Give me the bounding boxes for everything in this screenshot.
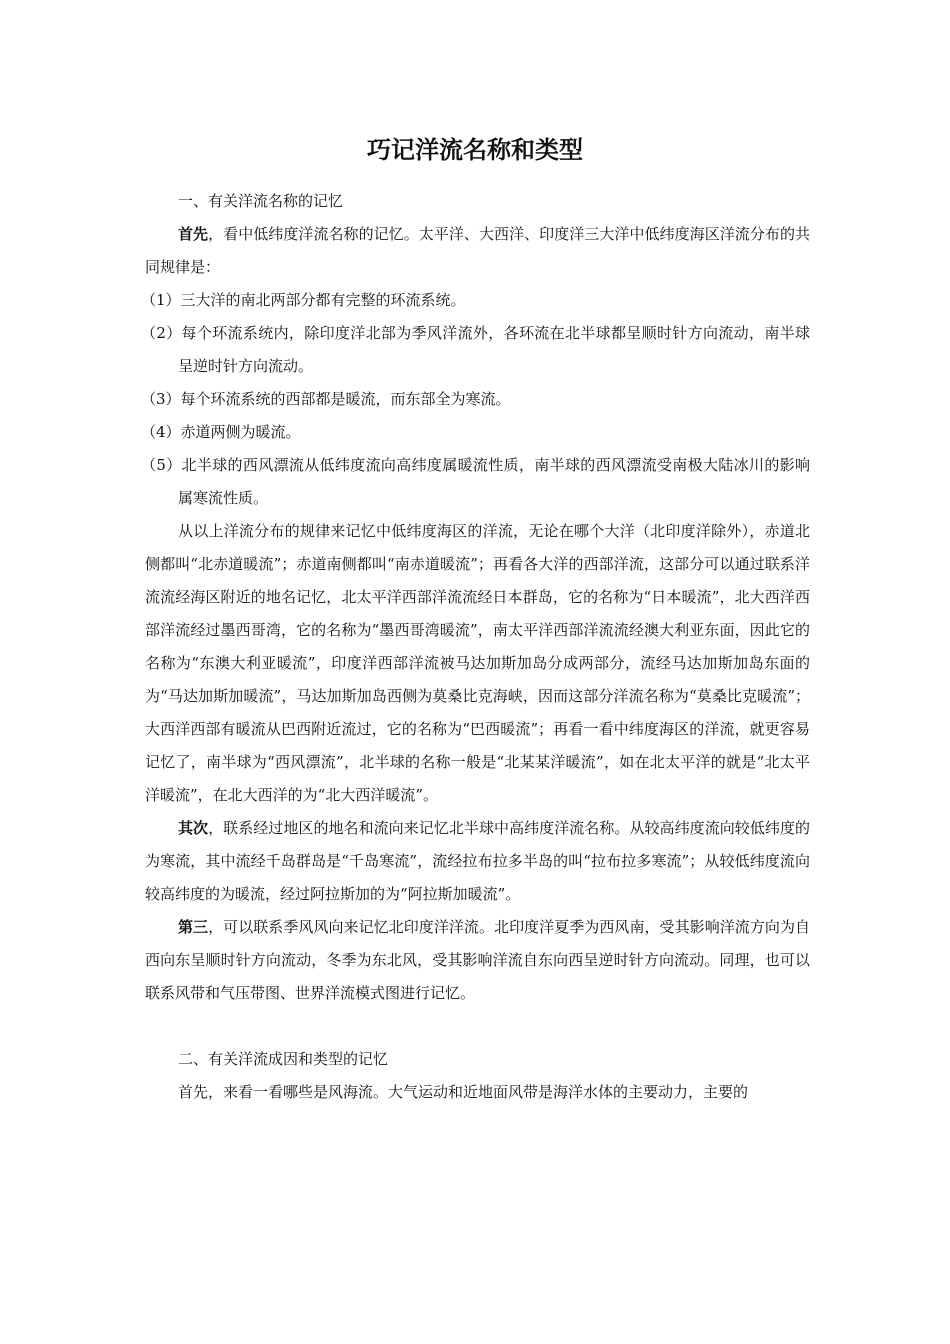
rule-item-3: （3）每个环流系统的西部都是暖流，而东部全为寒流。	[141, 390, 511, 408]
document-body	[141, 185, 810, 1109]
paragraph-lead: 其次	[178, 819, 209, 837]
paragraph-text: ，看中低纬度洋流名称的记忆。太平洋、大西洋、印度洋三大洋中低纬度海区洋流分布的共同规律是：	[145, 225, 810, 276]
rule-item-4: （4）赤道两侧为暖流。	[141, 423, 301, 441]
rule-item-1: （1）三大洋的南北两部分都有完整的环流系统。	[141, 291, 466, 309]
paragraph-text: ，可以联系季风风向来记忆北印度洋洋流。北印度洋夏季为西风南，受其影响洋流方向为自西向东呈顺时针方向流动，冬季为东北风，受其影响洋流自东向西呈逆时针方向流动。同理，也可以联系风带和气压带图、世界洋流模式图进行记忆。	[145, 918, 810, 1002]
section-spacer	[145, 1010, 810, 1043]
paragraph-wind-currents: 首先，来看一看哪些是风海流。大气运动和近地面风带是海洋水体的主要动力，主要的	[178, 1083, 749, 1101]
paragraph-lead: 第三	[178, 918, 209, 936]
rule-item-2: （2）每个环流系统内，除印度洋北部为季风洋流外，各环流在北半球都呈顺时针方向流动，南半球呈逆时针方向流动。	[141, 324, 810, 375]
section-heading-1: 一、有关洋流名称的记忆	[178, 192, 344, 210]
paragraph-secondly	[145, 812, 810, 911]
paragraph-lead: 首先	[178, 225, 209, 243]
paragraph-thirdly	[145, 911, 810, 1010]
document-title: 巧记洋流名称和类型	[367, 136, 583, 164]
rule-item-5: （5）北半球的西风漂流从低纬度流向高纬度属暖流性质，南半球的西风漂流受南极大陆冰川的影响属寒流性质。	[141, 456, 810, 507]
paragraph-text: ，联系经过地区的地名和流向来记忆北半球中高纬度洋流名称。从较高纬度流向较低纬度的为寒流，其中流经千岛群岛是“千岛寒流”，流经拉布拉多半岛的叫“拉布拉多寒流”；从较低纬度流向较高纬度的为暖流，经过阿拉斯加的为“阿拉斯加暖流”。	[145, 819, 810, 903]
section-heading-2: 二、有关洋流成因和类型的记忆	[178, 1050, 389, 1068]
paragraph-ocean-currents: 从以上洋流分布的规律来记忆中低纬度海区的洋流，无论在哪个大洋（北印度洋除外），赤道北侧都叫“北赤道暖流”；赤道南侧都叫“南赤道暖流”；再看各大洋的西部洋流，这部分可以通过联系洋流流经海区附近的地名记忆，北太平洋西部洋流流经日本群岛，它的名称为“日本暖流”，北大西洋西部洋流经过墨西哥湾，它的名称为“墨西哥湾暖流”，南太平洋西部洋流流经澳大利亚东面，因此它的名称为“东澳大利亚暖流”，印度洋西部洋流被马达加斯加岛分成两部分，流经马达加斯加岛东面的为“马达加斯加暖流”，马达加斯加岛西侧为莫桑比克海峡，因而这部分洋流名称为“莫桑比克暖流”；大西洋西部有暖流从巴西附近流过，它的名称为“巴西暖流”；再看一看中纬度海区的洋流，就更容易记忆了，南半球为“西风漂流”，北半球的名称一般是“北某某洋暖流”，如在北太平洋的就是“北太平洋暖流”，在北大西洋的为“北大西洋暖流”。	[145, 522, 810, 804]
paragraph-firstly	[145, 218, 810, 284]
